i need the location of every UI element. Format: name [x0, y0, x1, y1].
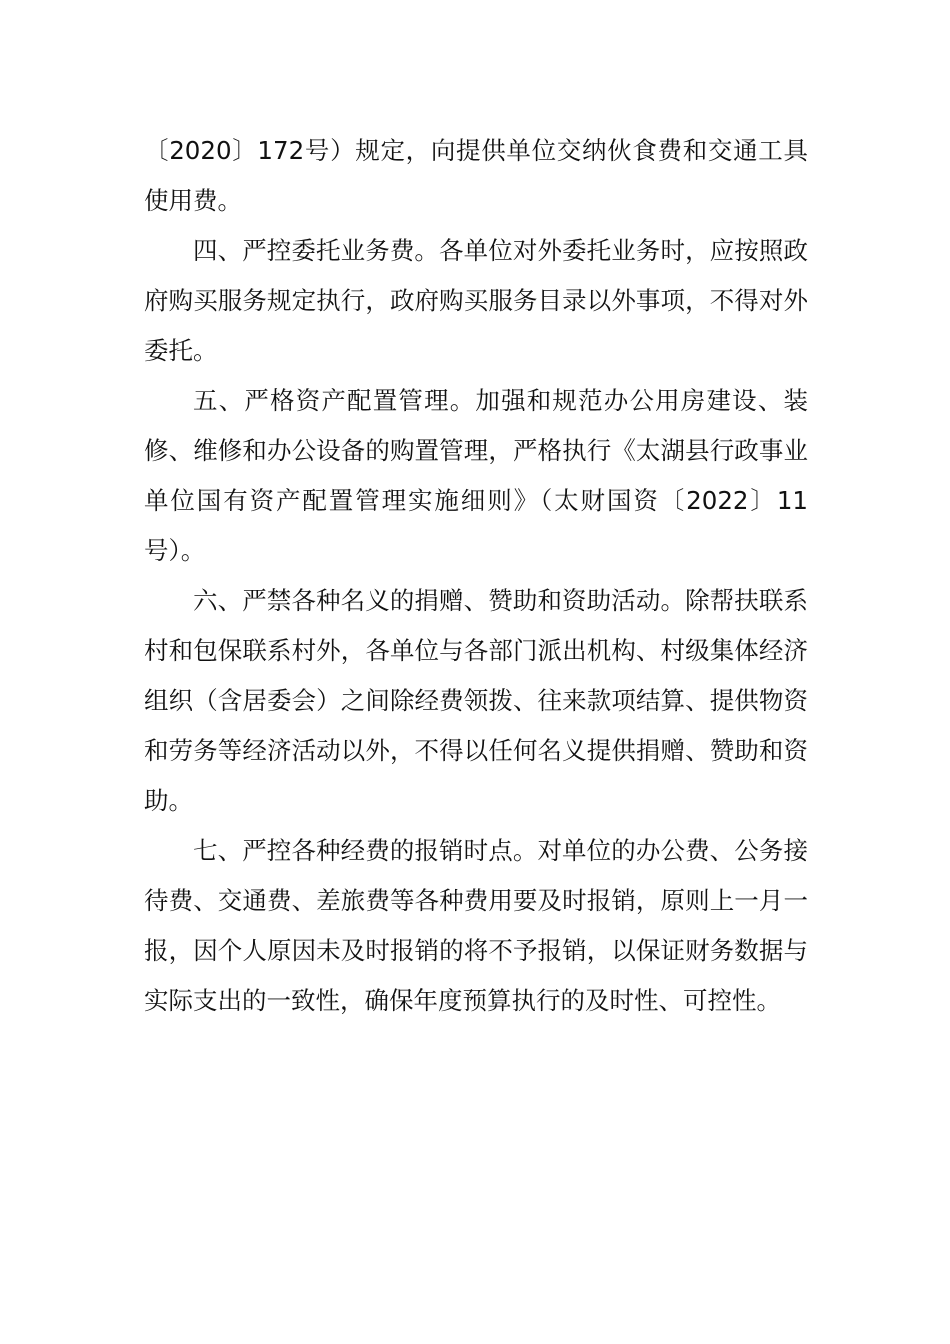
paragraph-item-7: 七、严控各种经费的报销时点。对单位的办公费、公务接待费、交通费、差旅费等各种费用要及时报销，原则上一月一报，因个人原因未及时报销的将不予报销，以保证财务数据与实际支出的一致性，确保年度预算执行的及时性、可控性。	[144, 836, 808, 1015]
paragraph-continuation: 〔2020〕172号）规定，向提供单位交纳伙食费和交通工具使用费。	[144, 136, 808, 215]
paragraph-item-6: 六、严禁各种名义的捐赠、赞助和资助活动。除帮扶联系村和包保联系村外，各单位与各部门派出机构、村级集体经济组织（含居委会）之间除经费领拨、往来款项结算、提供物资和劳务等经济活动以外，不得以任何名义提供捐赠、赞助和资助。	[144, 586, 808, 815]
document-body	[144, 126, 808, 1026]
paragraph-item-4: 四、严控委托业务费。各单位对外委托业务时，应按照政府购买服务规定执行，政府购买服务目录以外事项，不得对外委托。	[144, 236, 808, 365]
paragraph-item-5: 五、严格资产配置管理。加强和规范办公用房建设、装修、维修和办公设备的购置管理，严格执行《太湖县行政事业单位国有资产配置管理实施细则》（太财国资〔2022〕11号）。	[144, 386, 808, 565]
